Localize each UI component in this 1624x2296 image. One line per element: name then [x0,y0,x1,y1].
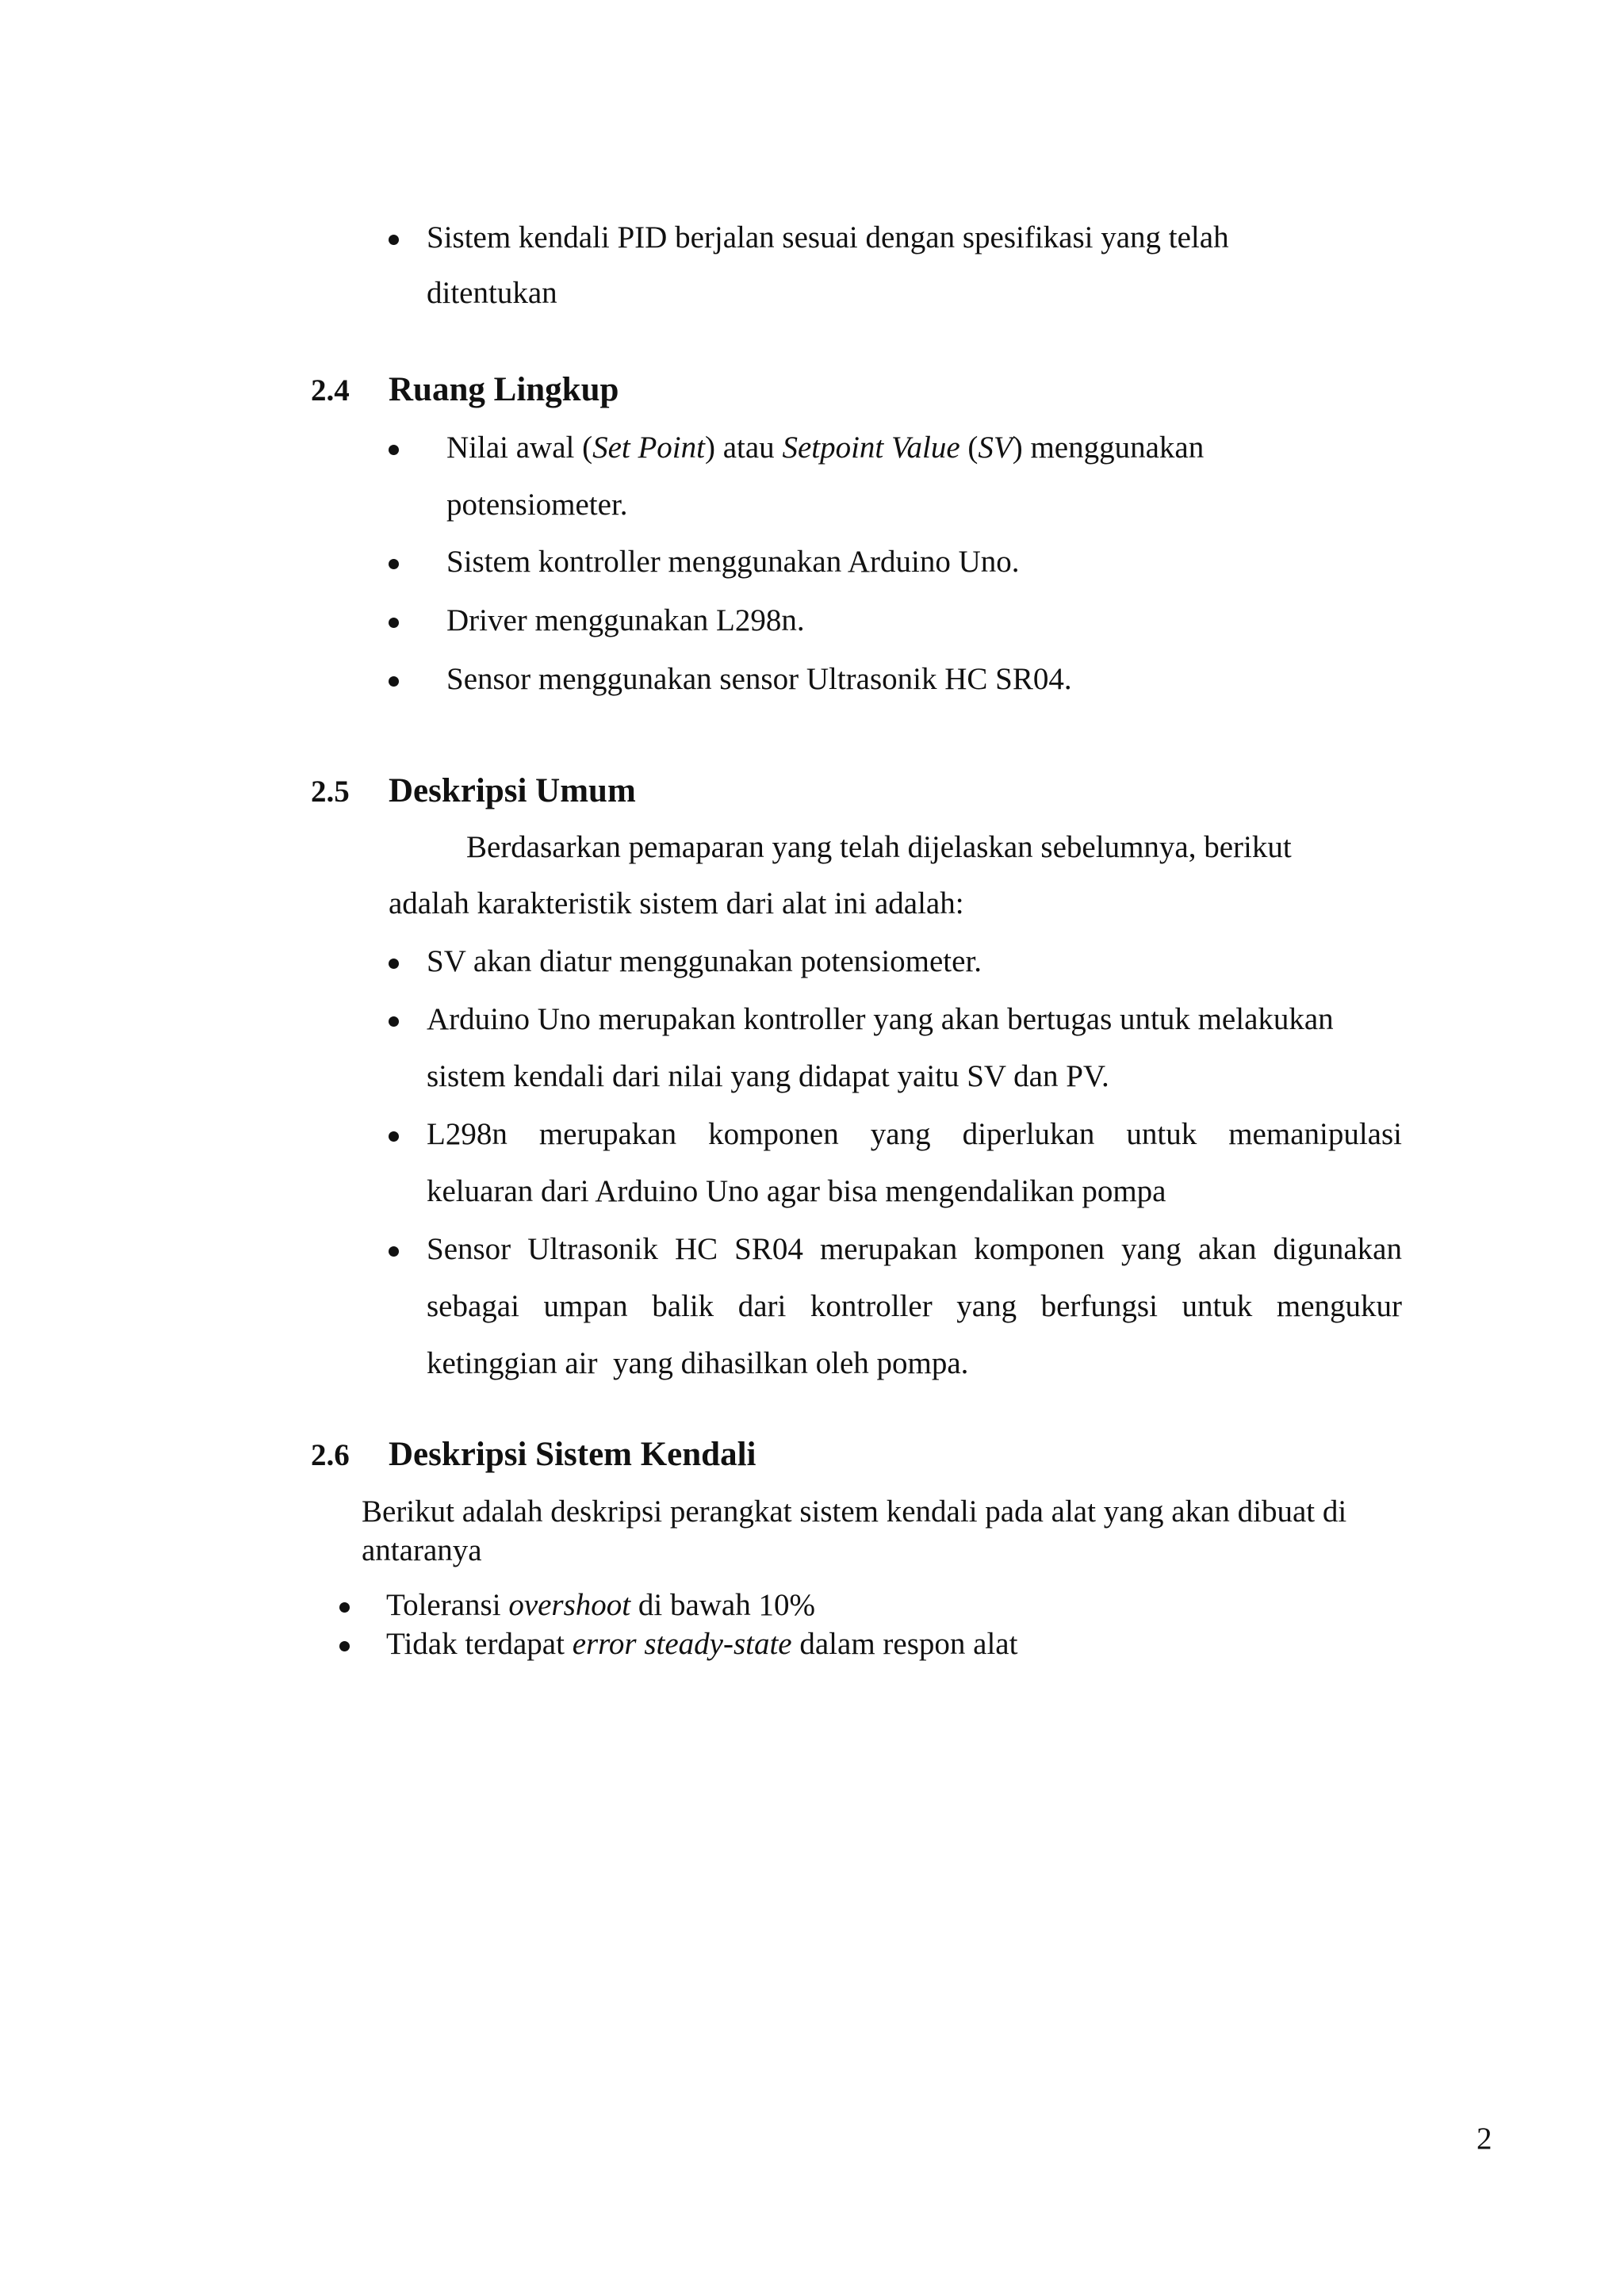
general-item-2-line1: Arduino Uno merupakan kontroller yang akan bertugas untuk melakukan [427,1002,1334,1036]
control-intro-line2: antaranya [362,1533,482,1567]
bullet-icon [339,1602,350,1613]
section-2-6-title: Deskripsi Sistem Kendali [389,1436,756,1473]
section-2-6-number: 2.6 [311,1438,350,1472]
top-item-line1: Sistem kendali PID berjalan sesuai dengan spesifikasi yang telah [427,220,1229,254]
scope-item-1-line2: potensiometer. [446,488,628,522]
bullet-icon [339,1641,350,1651]
section-2-5-title: Deskripsi Umum [389,772,636,809]
scope-item-1-line1: Nilai awal (Set Point) atau Setpoint Value (SV) menggunakan [446,430,1205,465]
section-2-5-number: 2.5 [311,775,350,809]
scope-item-3: Driver menggunakan L298n. [446,603,805,637]
general-intro-line1: Berdasarkan pemaparan yang telah dijelaskan sebelumnya, berikut [466,830,1292,864]
general-item-3-line1: L298n merupakan komponen yang diperlukan untuk memanipulasi [427,1117,1402,1151]
bullet-icon [389,1131,399,1142]
control-intro-line1: Berikut adalah deskripsi perangkat sistem kendali pada alat yang akan dibuat di [362,1494,1347,1529]
bullet-icon [389,618,399,628]
bullet-icon [389,559,399,569]
general-item-4-line1: Sensor Ultrasonik HC SR04 merupakan komponen yang akan digunakan [427,1232,1402,1266]
bullet-icon [389,959,399,969]
control-item-1: Toleransi overshoot di bawah 10% [386,1588,815,1622]
scope-item-2: Sistem kontroller menggunakan Arduino Uno. [446,545,1020,579]
section-2-4-number: 2.4 [311,373,350,408]
section-2-4-title: Ruang Lingkup [389,371,619,408]
general-item-1: SV akan diatur menggunakan potensiometer. [427,944,982,978]
bullet-icon [389,445,399,455]
general-item-3-line2: keluaran dari Arduino Uno agar bisa mengendalikan pompa [427,1174,1166,1208]
general-item-4-line3: ketinggian air yang dihasilkan oleh pompa. [427,1346,969,1380]
general-item-2-line2: sistem kendali dari nilai yang didapat yaitu SV dan PV. [427,1059,1109,1093]
bullet-icon [389,1246,399,1257]
general-intro-line2: adalah karakteristik sistem dari alat ini adalah: [389,886,964,920]
bullet-icon [389,235,399,245]
top-item-line2: ditentukan [427,276,557,310]
page-number: 2 [1477,2122,1492,2156]
bullet-icon [389,676,399,687]
general-item-4-line2: sebagai umpan balik dari kontroller yang berfungsi untuk mengukur [427,1289,1402,1323]
control-item-2: Tidak terdapat error steady-state dalam respon alat [386,1627,1018,1661]
scope-item-4: Sensor menggunakan sensor Ultrasonik HC SR04. [446,662,1072,696]
bullet-icon [389,1016,399,1027]
